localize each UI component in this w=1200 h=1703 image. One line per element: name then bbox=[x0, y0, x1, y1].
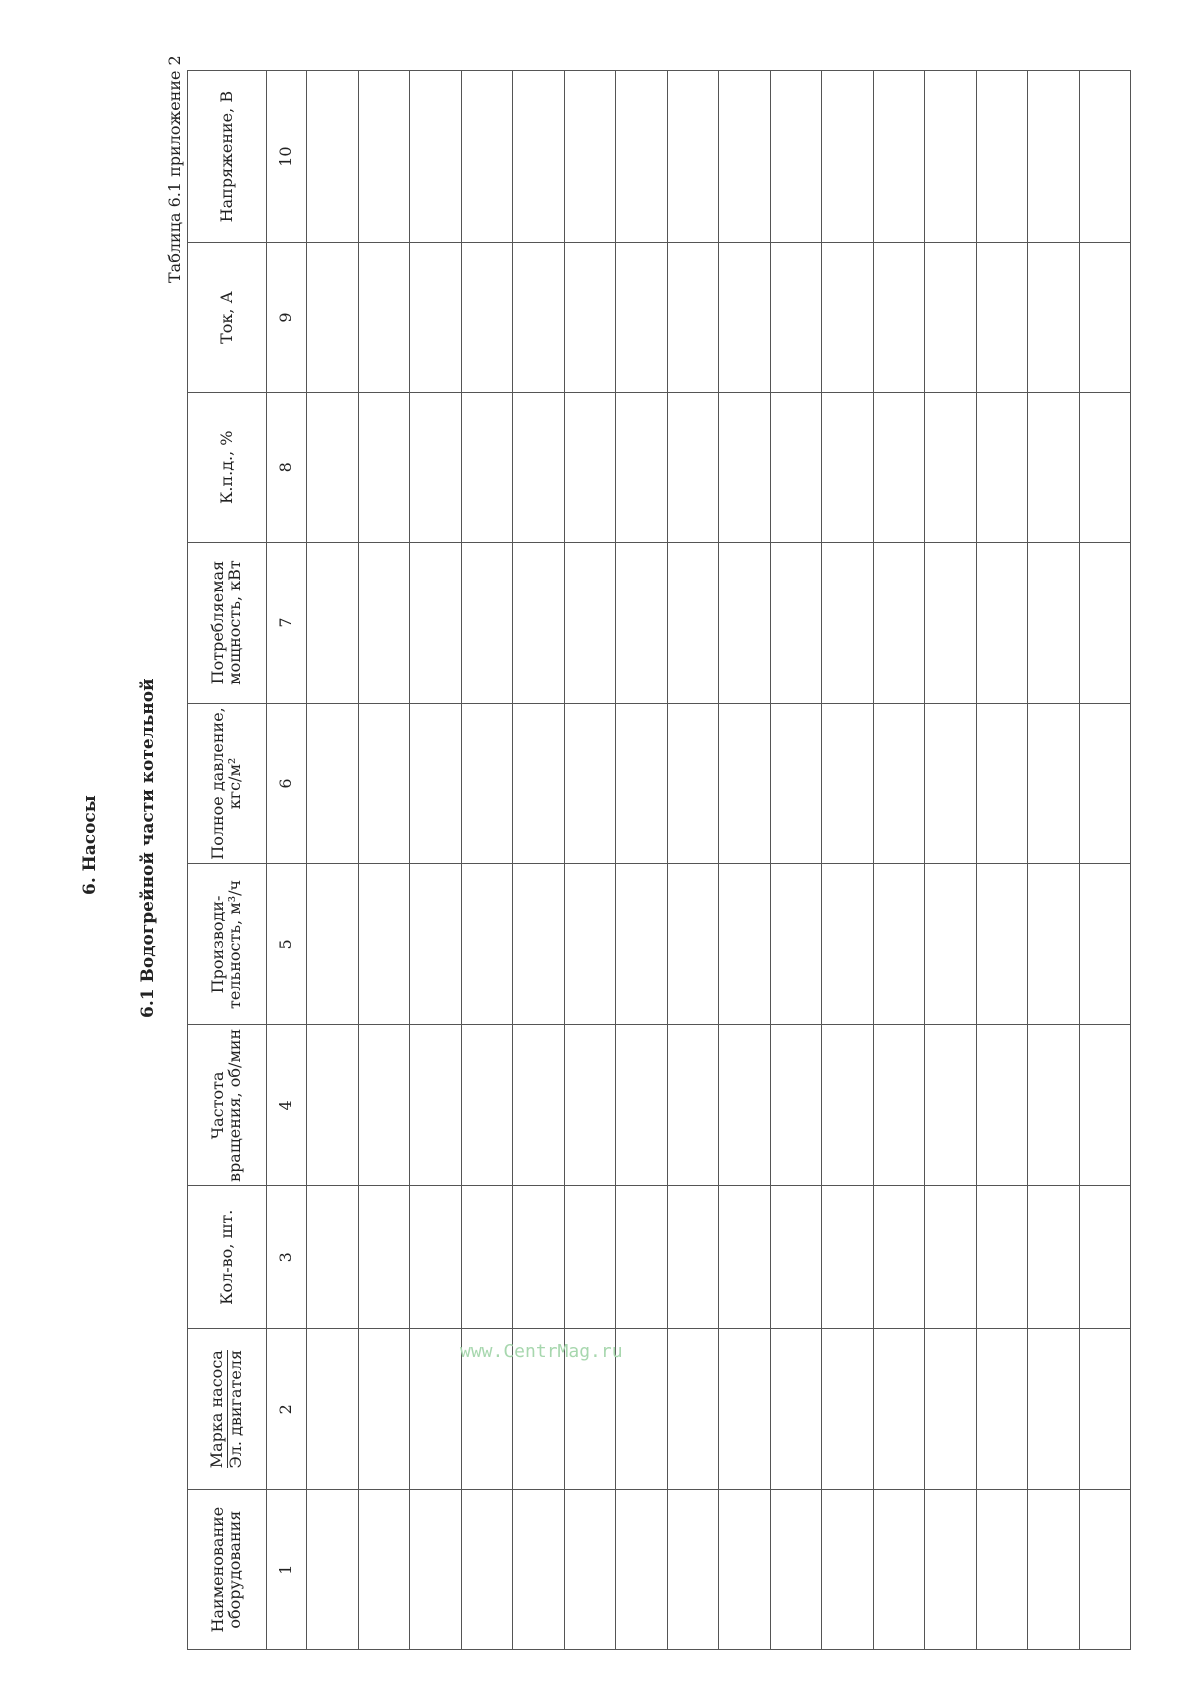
table-cell[interactable] bbox=[358, 1329, 410, 1490]
table-cell[interactable] bbox=[770, 542, 822, 703]
table-cell[interactable] bbox=[719, 864, 771, 1025]
table-cell[interactable] bbox=[616, 71, 668, 243]
table-cell[interactable] bbox=[1028, 864, 1080, 1025]
table-cell[interactable] bbox=[1028, 71, 1080, 243]
table-row bbox=[976, 71, 1028, 1650]
table-cell[interactable] bbox=[976, 1329, 1028, 1490]
table-cell[interactable] bbox=[358, 703, 410, 864]
table-cell[interactable] bbox=[667, 1329, 719, 1490]
table-cell[interactable] bbox=[976, 243, 1028, 393]
watermark: www.CentrMag.ru bbox=[460, 1341, 623, 1362]
table-cell[interactable] bbox=[358, 71, 410, 243]
table-cell[interactable] bbox=[616, 392, 668, 542]
table-cell[interactable] bbox=[564, 864, 616, 1025]
table-cell[interactable] bbox=[873, 392, 925, 542]
table-cell[interactable] bbox=[461, 243, 513, 393]
table-cell[interactable] bbox=[822, 864, 874, 1025]
table-cell[interactable] bbox=[1079, 703, 1131, 864]
table-cell[interactable] bbox=[410, 542, 462, 703]
table-cell[interactable] bbox=[976, 864, 1028, 1025]
table-cell[interactable] bbox=[1079, 1186, 1131, 1329]
table-row bbox=[564, 71, 616, 1650]
table-cell[interactable] bbox=[307, 542, 359, 703]
table-cell[interactable] bbox=[307, 1329, 359, 1490]
table-cell[interactable] bbox=[307, 71, 359, 243]
table-cell[interactable] bbox=[719, 703, 771, 864]
table-cell[interactable] bbox=[925, 542, 977, 703]
table-cell[interactable] bbox=[1079, 1025, 1131, 1186]
table-cell[interactable] bbox=[925, 864, 977, 1025]
table-cell[interactable] bbox=[925, 1329, 977, 1490]
table-row bbox=[307, 71, 359, 1650]
table-cell[interactable] bbox=[1028, 392, 1080, 542]
table-cell[interactable] bbox=[976, 1186, 1028, 1329]
table-cell[interactable] bbox=[461, 392, 513, 542]
table-cell[interactable] bbox=[513, 703, 565, 864]
table-row bbox=[719, 71, 771, 1650]
table-cell[interactable] bbox=[513, 864, 565, 1025]
table-cell[interactable] bbox=[770, 864, 822, 1025]
pumps-table bbox=[187, 70, 1131, 1650]
table-cell[interactable] bbox=[513, 71, 565, 243]
table-cell[interactable] bbox=[925, 1186, 977, 1329]
table-cell[interactable] bbox=[822, 1329, 874, 1490]
table-cell[interactable] bbox=[513, 542, 565, 703]
table-cell[interactable] bbox=[873, 71, 925, 243]
table-cell[interactable] bbox=[822, 392, 874, 542]
table-row bbox=[1079, 71, 1131, 1650]
col-number: 4 bbox=[267, 1025, 307, 1186]
table-cell[interactable] bbox=[1079, 864, 1131, 1025]
table-cell[interactable] bbox=[667, 243, 719, 393]
table-cell[interactable] bbox=[307, 1490, 359, 1650]
table-cell[interactable] bbox=[719, 71, 771, 243]
col-number: 9 bbox=[267, 243, 307, 393]
table-row bbox=[822, 71, 874, 1650]
table-cell[interactable] bbox=[410, 1490, 462, 1650]
table-cell[interactable] bbox=[513, 392, 565, 542]
table-cell[interactable] bbox=[1079, 392, 1131, 542]
col-header-power: Потребляемая мощность, кВт bbox=[188, 542, 267, 703]
table-cell[interactable] bbox=[925, 392, 977, 542]
table-cell[interactable] bbox=[976, 392, 1028, 542]
col-number: 8 bbox=[267, 392, 307, 542]
table-cell[interactable] bbox=[873, 1329, 925, 1490]
table-cell[interactable] bbox=[822, 703, 874, 864]
table-cell[interactable] bbox=[461, 703, 513, 864]
table-cell[interactable] bbox=[1079, 1490, 1131, 1650]
table-cell[interactable] bbox=[461, 1025, 513, 1186]
table-cell[interactable] bbox=[461, 1490, 513, 1650]
table-cell[interactable] bbox=[513, 1490, 565, 1650]
table-cell[interactable] bbox=[1079, 71, 1131, 243]
table-cell[interactable] bbox=[976, 542, 1028, 703]
table-cell[interactable] bbox=[410, 1025, 462, 1186]
table-cell[interactable] bbox=[873, 1490, 925, 1650]
table-cell[interactable] bbox=[307, 1025, 359, 1186]
col-header-voltage: Напряжение, В bbox=[188, 71, 267, 243]
table-cell[interactable] bbox=[719, 542, 771, 703]
table-row bbox=[873, 71, 925, 1650]
table-cell[interactable] bbox=[616, 1329, 668, 1490]
table-cell[interactable] bbox=[925, 243, 977, 393]
brand-motor-label: Эл. двигателя bbox=[226, 1349, 245, 1469]
table-row bbox=[410, 71, 462, 1650]
table-cell[interactable] bbox=[410, 392, 462, 542]
table-cell[interactable] bbox=[358, 542, 410, 703]
table-cell[interactable] bbox=[822, 1186, 874, 1329]
table-cell[interactable] bbox=[925, 1025, 977, 1186]
table-cell[interactable] bbox=[410, 243, 462, 393]
table-cell[interactable] bbox=[1028, 542, 1080, 703]
col-number: 1 bbox=[267, 1490, 307, 1650]
table-cell[interactable] bbox=[770, 243, 822, 393]
table-cell[interactable] bbox=[358, 864, 410, 1025]
table-cell[interactable] bbox=[719, 392, 771, 542]
table-cell[interactable] bbox=[513, 1186, 565, 1329]
table-cell[interactable] bbox=[1079, 542, 1131, 703]
table-row bbox=[925, 71, 977, 1650]
table-cell[interactable] bbox=[822, 243, 874, 393]
brand-pump-label: Марка насоса bbox=[207, 1350, 227, 1469]
col-number: 2 bbox=[267, 1329, 307, 1490]
table-cell[interactable] bbox=[822, 1490, 874, 1650]
table-cell[interactable] bbox=[873, 542, 925, 703]
table-cell[interactable] bbox=[1028, 1329, 1080, 1490]
col-number: 10 bbox=[267, 71, 307, 243]
table-cell[interactable] bbox=[925, 71, 977, 243]
table-cell[interactable] bbox=[667, 392, 719, 542]
table-cell[interactable] bbox=[822, 71, 874, 243]
table-cell[interactable] bbox=[358, 243, 410, 393]
table-cell[interactable] bbox=[873, 243, 925, 393]
col-number: 5 bbox=[267, 864, 307, 1025]
table-cell[interactable] bbox=[616, 1025, 668, 1186]
table-cell[interactable] bbox=[564, 1186, 616, 1329]
table-cell[interactable] bbox=[976, 703, 1028, 864]
table-cell[interactable] bbox=[667, 542, 719, 703]
table-cell[interactable] bbox=[770, 1329, 822, 1490]
table-cell[interactable] bbox=[307, 864, 359, 1025]
table-cell[interactable] bbox=[564, 1025, 616, 1186]
table-cell[interactable] bbox=[770, 392, 822, 542]
column-number-row bbox=[267, 71, 307, 1650]
table-cell[interactable] bbox=[770, 1025, 822, 1186]
col-header-name: Наименование оборудования bbox=[188, 1490, 267, 1650]
table-cell[interactable] bbox=[770, 1186, 822, 1329]
table-cell[interactable] bbox=[513, 1025, 565, 1186]
table-cell[interactable] bbox=[410, 1329, 462, 1490]
table-cell[interactable] bbox=[410, 703, 462, 864]
table-cell[interactable] bbox=[719, 243, 771, 393]
table-cell[interactable] bbox=[667, 71, 719, 243]
table-cell[interactable] bbox=[564, 703, 616, 864]
table-cell[interactable] bbox=[1028, 1025, 1080, 1186]
col-header-brand bbox=[188, 1329, 267, 1490]
table-cell[interactable] bbox=[822, 1025, 874, 1186]
table-cell[interactable] bbox=[513, 243, 565, 393]
table-cell[interactable] bbox=[564, 392, 616, 542]
section-title: 6. Насосы bbox=[80, 795, 100, 895]
table-cell[interactable] bbox=[616, 864, 668, 1025]
table-cell[interactable] bbox=[461, 1186, 513, 1329]
table-cell[interactable] bbox=[873, 1025, 925, 1186]
table-cell[interactable] bbox=[667, 1490, 719, 1650]
table-cell[interactable] bbox=[461, 864, 513, 1025]
col-header-qty: Кол-во, шт. bbox=[188, 1186, 267, 1329]
col-number: 7 bbox=[267, 542, 307, 703]
table-cell[interactable] bbox=[358, 1186, 410, 1329]
table-row bbox=[1028, 71, 1080, 1650]
table-cell[interactable] bbox=[1028, 1186, 1080, 1329]
table-cell[interactable] bbox=[719, 1490, 771, 1650]
table-cell[interactable] bbox=[307, 243, 359, 393]
table-cell[interactable] bbox=[976, 71, 1028, 243]
table-cell[interactable] bbox=[873, 1186, 925, 1329]
table-cell[interactable] bbox=[1079, 243, 1131, 393]
table-cell[interactable] bbox=[1079, 1329, 1131, 1490]
table-cell[interactable] bbox=[358, 392, 410, 542]
col-header-rpm: Частота вращения, об/мин bbox=[188, 1025, 267, 1186]
table-cell[interactable] bbox=[873, 703, 925, 864]
table-body bbox=[307, 71, 1131, 1650]
table-cell[interactable] bbox=[667, 864, 719, 1025]
table-row bbox=[358, 71, 410, 1650]
table-cell[interactable] bbox=[925, 703, 977, 864]
table-caption: Таблица 6.1 приложение 2 bbox=[165, 55, 184, 283]
table-cell[interactable] bbox=[358, 1490, 410, 1650]
header-row bbox=[188, 71, 267, 1650]
table-cell[interactable] bbox=[564, 542, 616, 703]
table-cell[interactable] bbox=[1028, 703, 1080, 864]
table-cell[interactable] bbox=[616, 243, 668, 393]
table-cell[interactable] bbox=[667, 1025, 719, 1186]
table-cell[interactable] bbox=[616, 542, 668, 703]
table-cell[interactable] bbox=[976, 1490, 1028, 1650]
table-row bbox=[461, 71, 513, 1650]
table-cell[interactable] bbox=[461, 542, 513, 703]
table-cell[interactable] bbox=[976, 1025, 1028, 1186]
table-cell[interactable] bbox=[410, 71, 462, 243]
col-header-pressure: Полное давление, кгс/м² bbox=[188, 703, 267, 864]
table-cell[interactable] bbox=[410, 1186, 462, 1329]
table-cell[interactable] bbox=[410, 864, 462, 1025]
table-cell[interactable] bbox=[307, 703, 359, 864]
table-cell[interactable] bbox=[719, 1329, 771, 1490]
table-row bbox=[667, 71, 719, 1650]
col-header-current: Ток, А bbox=[188, 243, 267, 393]
table-cell[interactable] bbox=[307, 392, 359, 542]
table-cell[interactable] bbox=[822, 542, 874, 703]
table-cell[interactable] bbox=[719, 1025, 771, 1186]
table-cell[interactable] bbox=[564, 71, 616, 243]
table-cell[interactable] bbox=[564, 1490, 616, 1650]
table-cell[interactable] bbox=[770, 71, 822, 243]
table-cell[interactable] bbox=[873, 864, 925, 1025]
table-row bbox=[513, 71, 565, 1650]
table-cell[interactable] bbox=[307, 1186, 359, 1329]
table-cell[interactable] bbox=[770, 1490, 822, 1650]
table-cell[interactable] bbox=[770, 703, 822, 864]
col-header-efficiency: К.п.д., % bbox=[188, 392, 267, 542]
table-cell[interactable] bbox=[667, 703, 719, 864]
table-cell[interactable] bbox=[1028, 243, 1080, 393]
table-cell[interactable] bbox=[616, 1186, 668, 1329]
col-header-capacity: Производи-тельность, м³/ч bbox=[188, 864, 267, 1025]
table-cell[interactable] bbox=[358, 1025, 410, 1186]
table-cell[interactable] bbox=[616, 703, 668, 864]
table-cell[interactable] bbox=[1028, 1490, 1080, 1650]
table-cell[interactable] bbox=[564, 243, 616, 393]
col-number: 3 bbox=[267, 1186, 307, 1329]
subsection-title: 6.1 Водогрейной части котельной bbox=[138, 678, 158, 1018]
table-cell[interactable] bbox=[719, 1186, 771, 1329]
table-row bbox=[616, 71, 668, 1650]
col-number: 6 bbox=[267, 703, 307, 864]
table-cell[interactable] bbox=[667, 1186, 719, 1329]
table-cell[interactable] bbox=[925, 1490, 977, 1650]
table-cell[interactable] bbox=[461, 71, 513, 243]
table-row bbox=[770, 71, 822, 1650]
table-cell[interactable] bbox=[616, 1490, 668, 1650]
